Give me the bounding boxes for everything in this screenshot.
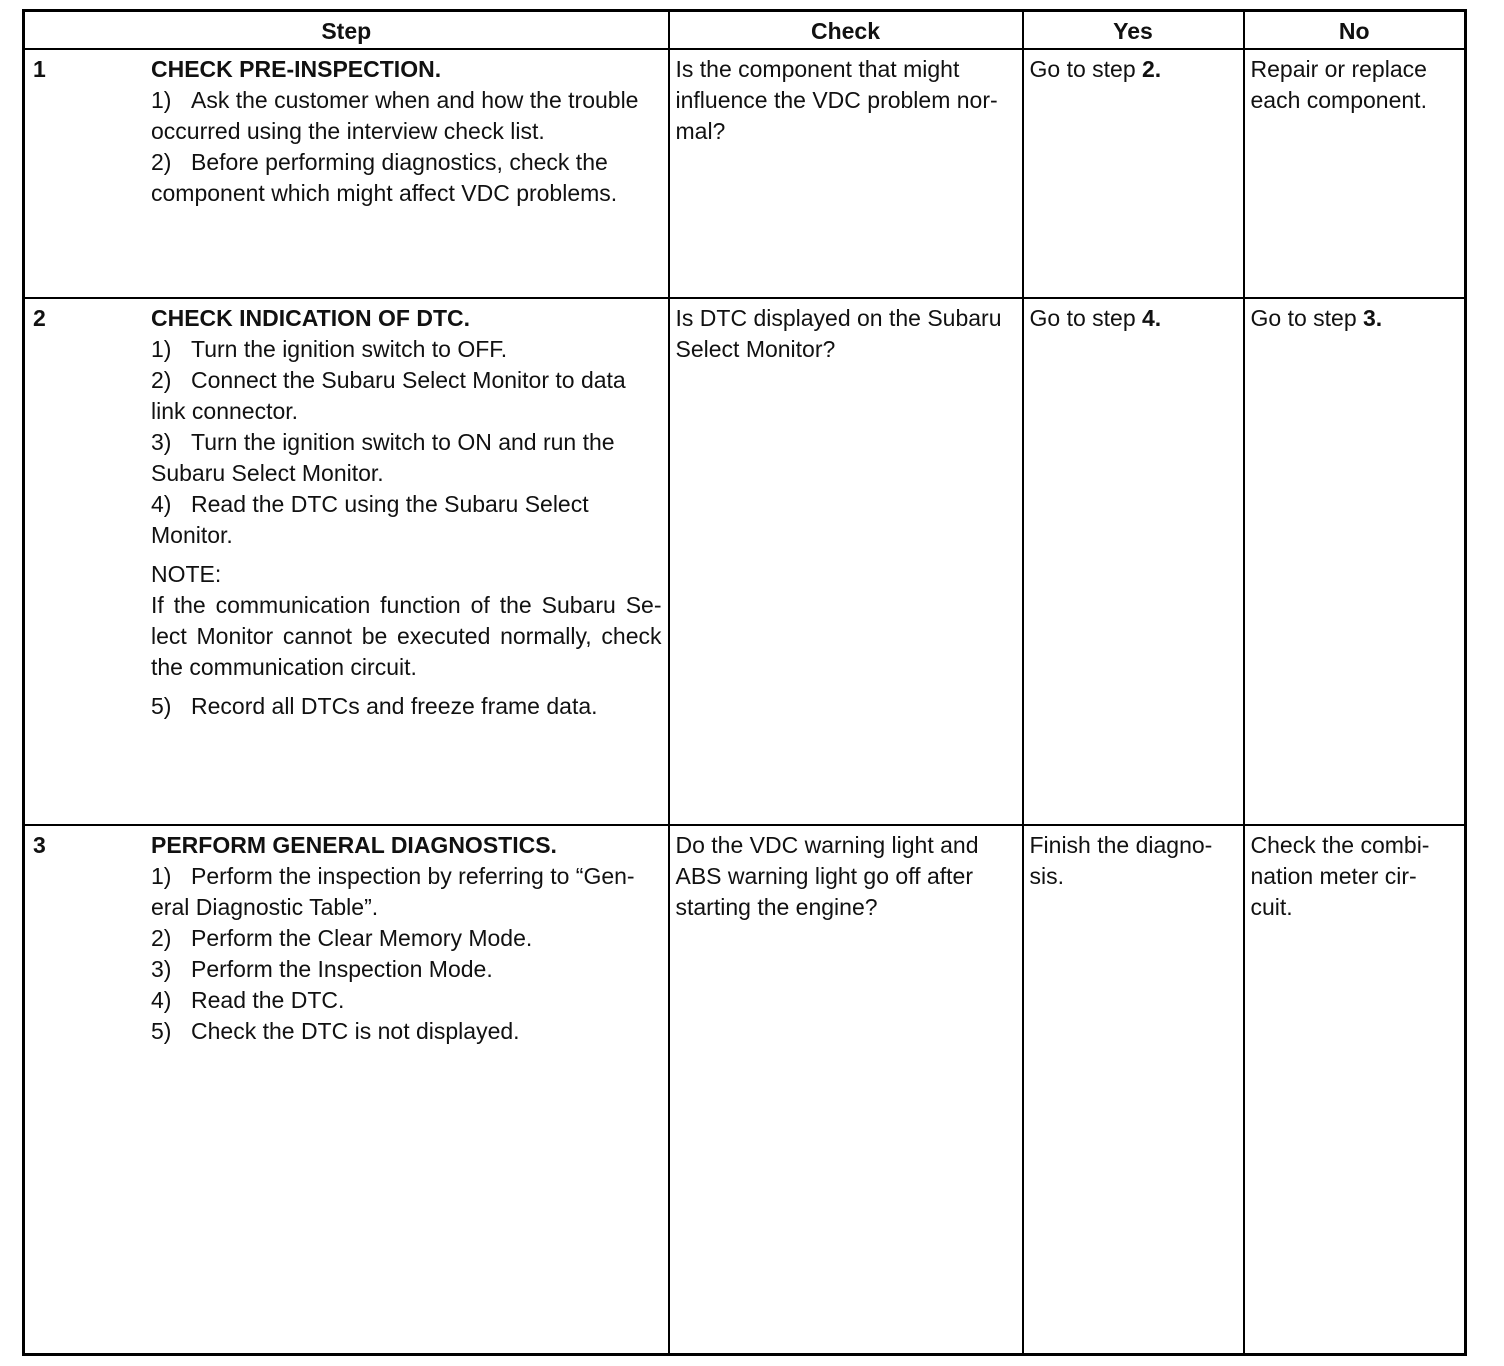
step-title: CHECK INDICATION OF DTC. [151, 305, 471, 331]
step-instruction [151, 489, 662, 551]
no-step-ref: 3. [1363, 305, 1383, 331]
no-text: Go to step [1250, 305, 1364, 331]
yes-step-ref: 4. [1142, 305, 1162, 331]
yes-step-ref: 2. [1142, 56, 1162, 82]
instruction-text: Read the DTC using the Subaru Select Monitor. [151, 491, 589, 548]
table-row [24, 298, 1466, 825]
no-cell [1244, 49, 1466, 298]
table-row [24, 49, 1466, 298]
step-instruction [151, 691, 662, 722]
step-number: 3 [33, 832, 46, 858]
instruction-number: 2) [151, 925, 172, 951]
header-no: No [1244, 11, 1466, 50]
step-title: PERFORM GENERAL DIAGNOSTICS. [151, 832, 557, 858]
instruction-text: Perform the inspection by referring to “Gen-eral Diagnostic Table”. [151, 863, 635, 920]
no-text: Check the combi-nation meter cir-cuit. [1250, 832, 1430, 920]
note-text: If the communication function of the Subaru Se-lect Monitor cannot be executed normally, check the communication circuit. [151, 592, 662, 680]
instruction-number: 5) [151, 1018, 172, 1044]
step-instruction [151, 427, 662, 489]
yes-text: Go to step [1029, 56, 1143, 82]
check-cell: Do the VDC warning light and ABS warning light go off after starting the engine? [669, 825, 1023, 1355]
no-cell [1244, 825, 1466, 1355]
step-instruction [151, 147, 662, 209]
header-yes: Yes [1023, 11, 1244, 50]
no-text: Repair or replace each component. [1250, 56, 1427, 113]
step-cell [24, 298, 669, 825]
instruction-number: 4) [151, 491, 172, 517]
instruction-number: 1) [151, 863, 172, 889]
step-number: 2 [33, 305, 46, 331]
instruction-text: Read the DTC. [191, 987, 345, 1013]
step-instruction [151, 334, 662, 365]
step-cell [24, 825, 669, 1355]
instruction-number: 1) [151, 87, 172, 113]
instruction-number: 5) [151, 693, 172, 719]
instruction-text: Record all DTCs and freeze frame data. [191, 693, 598, 719]
yes-cell [1023, 49, 1244, 298]
diagnostic-table [22, 9, 1467, 1356]
instruction-number: 1) [151, 336, 172, 362]
instruction-number: 3) [151, 429, 172, 455]
yes-text: Go to step [1029, 305, 1143, 331]
instruction-text: Check the DTC is not displayed. [191, 1018, 520, 1044]
step-title: CHECK PRE-INSPECTION. [151, 56, 442, 82]
check-cell: Is DTC displayed on the Subaru Select Monitor? [669, 298, 1023, 825]
step-instruction [151, 365, 662, 427]
table-row [24, 825, 1466, 1355]
step-instruction [151, 85, 662, 147]
yes-text: Finish the diagno-sis. [1029, 832, 1213, 889]
instruction-text: Connect the Subaru Select Monitor to data link connector. [151, 367, 626, 424]
header-row [24, 11, 1466, 50]
yes-cell [1023, 298, 1244, 825]
check-cell: Is the component that might influence the VDC problem nor-mal? [669, 49, 1023, 298]
note-label: NOTE: [151, 561, 222, 587]
instruction-text: Turn the ignition switch to ON and run the Subaru Select Monitor. [151, 429, 615, 486]
step-cell [24, 49, 669, 298]
instruction-text: Turn the ignition switch to OFF. [191, 336, 508, 362]
instruction-number: 2) [151, 367, 172, 393]
instruction-text: Perform the Clear Memory Mode. [191, 925, 533, 951]
instruction-text: Perform the Inspection Mode. [191, 956, 493, 982]
step-instruction [151, 861, 662, 923]
step-instruction [151, 985, 662, 1016]
step-instruction [151, 954, 662, 985]
header-check: Check [669, 11, 1023, 50]
instruction-number: 3) [151, 956, 172, 982]
instruction-number: 4) [151, 987, 172, 1013]
step-instruction [151, 923, 662, 954]
header-step: Step [24, 11, 669, 50]
no-cell [1244, 298, 1466, 825]
yes-cell [1023, 825, 1244, 1355]
step-instruction [151, 1016, 662, 1047]
instruction-text: Before performing diagnostics, check the component which might affect VDC problems. [151, 149, 618, 206]
instruction-text: Ask the customer when and how the trouble occurred using the interview check list. [151, 87, 639, 144]
step-number: 1 [33, 56, 46, 82]
instruction-number: 2) [151, 149, 172, 175]
note-block [151, 559, 662, 683]
